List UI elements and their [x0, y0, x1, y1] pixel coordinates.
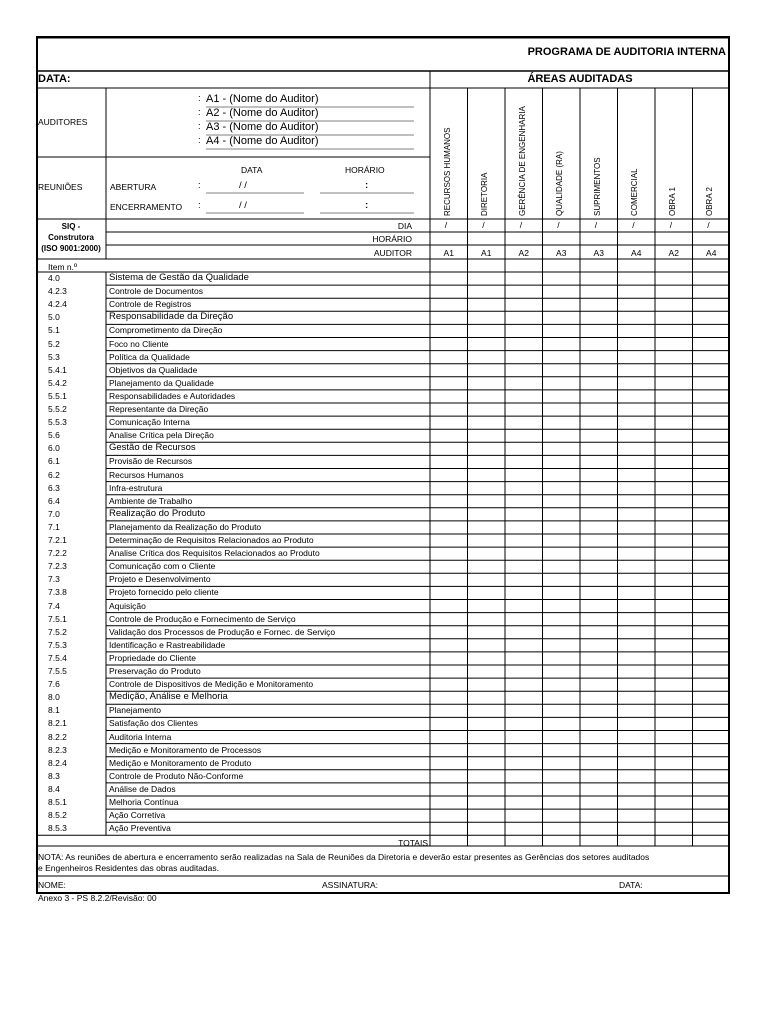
item-number: 8.4: [48, 783, 60, 794]
auditores-label: AUDITORES: [38, 117, 88, 127]
area-header-3: GERÊNCIA DE ENGENHARIA: [517, 106, 527, 216]
item-description: Objetivos da Qualidade: [109, 364, 198, 375]
item-number: 4.0: [48, 273, 60, 283]
auditor-code: A1: [481, 248, 492, 258]
areas-auditadas-header: ÁREAS AUDITADAS: [527, 73, 633, 85]
item-number: 7.3: [48, 574, 60, 585]
item-number-header: Item n.º: [48, 262, 78, 272]
item-number: 8.2.1: [48, 718, 67, 729]
nome-label: NOME:: [38, 880, 66, 890]
item-number: 5.4.2: [48, 377, 67, 388]
area-header-1: RECURSOS HUMANOS: [442, 127, 452, 216]
item-description: Representante da Direção: [109, 404, 209, 414]
dia-mark[interactable]: /: [557, 220, 560, 230]
auditor-code: A1: [443, 248, 454, 258]
section-title: Sistema de Gestão da Qualidade: [109, 272, 249, 283]
item-number: 7.2.2: [48, 548, 67, 559]
item-description: Analise Crítica pela Direção: [109, 430, 214, 441]
item-number: 5.6: [48, 430, 60, 441]
item-description: Foco no Cliente: [109, 338, 169, 349]
item-number: 5.5.1: [48, 390, 67, 401]
section-title: Realização do Produto: [109, 507, 206, 519]
item-description: Planejamento da Realização do Produto: [109, 521, 262, 532]
dia-mark[interactable]: /: [632, 220, 635, 230]
item-description: Política da Qualidade: [109, 351, 190, 362]
auditor-row-label: AUDITOR: [373, 248, 412, 258]
reunioes-label: REUNIÕES: [38, 182, 83, 192]
item-description: Ação Preventiva: [109, 823, 171, 834]
dia-mark[interactable]: /: [482, 220, 485, 230]
item-description: Controle de Produção e Fornecimento de Serviço: [109, 613, 296, 624]
horario-row-label: HORÁRIO: [372, 234, 412, 244]
item-description: Ação Corretiva: [109, 810, 166, 821]
item-description: Projeto e Desenvolvimento: [109, 574, 211, 585]
item-number: 7.5.2: [48, 626, 67, 637]
item-description: Recursos Humanos: [109, 469, 184, 480]
item-number: 7.5.4: [48, 652, 67, 663]
item-number: 7.2.3: [48, 561, 67, 572]
item-number: 5.4.1: [48, 364, 67, 375]
item-number: 8.2.4: [48, 757, 67, 768]
auditor-code: A3: [593, 248, 604, 258]
item-number: 4.2.4: [48, 299, 67, 310]
item-description: Satisfação dos Clientes: [109, 718, 198, 729]
auditor-name-2[interactable]: A2 - (Nome do Auditor): [206, 107, 319, 119]
area-header-7: OBRA 1: [667, 187, 677, 216]
item-number: 5.1: [48, 325, 60, 336]
auditor-colon: :: [198, 135, 201, 146]
siq-line-2: Construtora: [48, 233, 94, 242]
item-number: 7.4: [48, 600, 60, 611]
item-description: Preservação do Produto: [109, 666, 201, 676]
item-number: 8.2.3: [48, 744, 67, 755]
item-number: 7.6: [48, 679, 60, 690]
item-description: Melhoria Contínua: [109, 797, 179, 807]
item-description: Provisão de Recursos: [109, 456, 193, 467]
item-number: 4.2.3: [48, 286, 67, 297]
item-number: 7.5.5: [48, 666, 67, 676]
item-description: Medição e Monitoramento de Produto: [109, 757, 252, 768]
siq-line-1: SIQ -: [61, 222, 81, 231]
item-number: 8.5.1: [48, 797, 67, 807]
form-title: PROGRAMA DE AUDITORIA INTERNA: [527, 46, 726, 58]
item-number: 7.2.1: [48, 535, 67, 545]
section-title: Gestão de Recursos: [109, 442, 196, 454]
item-description: Comunicação Interna: [109, 417, 190, 428]
item-number: 8.5.2: [48, 810, 67, 821]
item-number: 5.0: [48, 312, 60, 323]
abertura-date-field[interactable]: / /: [239, 180, 247, 191]
item-number: 8.1: [48, 705, 60, 716]
abertura-colon: :: [198, 180, 201, 191]
nota-line-1: NOTA: As reuniões de abertura e encerramento serão realizadas na Sala de Reuniões da Diretoria e deverão estar presentes as Gerências dos setores auditados: [38, 852, 650, 862]
item-description: Infra-estrutura: [109, 482, 163, 493]
item-description: Ambiente de Trabalho: [109, 495, 193, 506]
data-footer-label: DATA:: [619, 880, 643, 890]
item-number: 6.1: [48, 456, 60, 467]
item-description: Responsabilidades e Autoridades: [109, 390, 236, 401]
auditor-code: A4: [706, 248, 717, 258]
item-number: 5.3: [48, 351, 60, 362]
dia-mark[interactable]: /: [707, 220, 710, 230]
data-label: DATA:: [38, 73, 71, 85]
item-description: Análise de Dados: [109, 783, 176, 794]
audit-program-form: [36, 36, 730, 896]
item-description: Comunicação com o Cliente: [109, 561, 216, 572]
item-number: 5.5.2: [48, 404, 67, 414]
dia-mark[interactable]: /: [594, 220, 598, 230]
encerramento-time-field[interactable]: :: [365, 200, 369, 211]
auditor-code: A4: [631, 248, 642, 258]
item-description: Planejamento: [109, 705, 161, 716]
auditor-colon: :: [198, 121, 201, 132]
item-description: Controle de Produto Não-Conforme: [109, 770, 244, 781]
item-description: Aquisição: [109, 600, 146, 611]
encerramento-date-field[interactable]: / /: [239, 200, 247, 211]
auditor-code: A2: [668, 248, 679, 258]
item-number: 7.0: [48, 508, 60, 519]
item-description: Planejamento da Qualidade: [109, 377, 214, 388]
item-number: 7.1: [48, 521, 60, 532]
item-description: Controle de Registros: [109, 299, 192, 310]
item-description: Controle de Documentos: [109, 286, 204, 297]
item-number: 5.2: [48, 338, 60, 349]
abertura-time-field[interactable]: :: [365, 180, 369, 191]
item-number: 6.3: [48, 482, 60, 493]
item-description: Controle de Dispositivos de Medição e Monitoramento: [109, 679, 314, 690]
item-number: 7.5.3: [48, 639, 67, 650]
item-number: 8.3: [48, 770, 60, 781]
area-header-8: OBRA 2: [705, 187, 715, 216]
auditor-colon: :: [198, 107, 201, 118]
footer-code: Anexo 3 - PS 8.2.2/Revisão: 00: [38, 893, 157, 903]
assinatura-label: ASSINATURA:: [322, 880, 379, 890]
item-description: Projeto fornecido pelo cliente: [109, 587, 219, 598]
dia-row-label: DIA: [397, 221, 412, 231]
abertura-label: ABERTURA: [110, 182, 157, 192]
item-description: Identificação e Rastreabilidade: [109, 639, 226, 650]
item-number: 5.5.3: [48, 417, 67, 428]
item-description: Validação dos Processos de Produção e Fornec. de Serviço: [109, 626, 336, 637]
item-number: 8.2.2: [48, 731, 67, 742]
area-header-4: QUALIDADE (RA): [555, 151, 565, 216]
item-description: Comprometimento da Direção: [109, 325, 223, 336]
item-number: 7.5.1: [48, 613, 67, 624]
item-number: 8.5.3: [48, 823, 67, 834]
auditor-code: A2: [518, 248, 529, 258]
reunioes-horario-col: HORÁRIO: [345, 165, 385, 175]
encerramento-colon: :: [198, 200, 201, 211]
siq-line-3: (ISO 9001:2000): [41, 244, 101, 253]
item-description: Determinação de Requisitos Relacionados ao Produto: [109, 535, 314, 545]
encerramento-label: ENCERRAMENTO: [110, 202, 183, 212]
area-header-6: COMERCIAL: [630, 168, 640, 216]
area-header-5: SUPRIMENTOS: [592, 157, 602, 216]
auditor-colon: :: [198, 93, 201, 104]
item-number: 7.3.8: [48, 587, 67, 598]
auditor-code: A3: [556, 248, 567, 258]
section-title: Medição, Análise e Melhoria: [109, 691, 228, 703]
dia-mark[interactable]: /: [669, 220, 673, 230]
section-title: Responsabilidade da Direção: [109, 311, 234, 323]
item-description: Analise Crítica dos Requisitos Relacionados ao Produto: [109, 548, 320, 559]
item-description: Auditoria Interna: [109, 731, 172, 742]
item-number: 8.0: [48, 692, 60, 703]
item-description: Medição e Monitoramento de Processos: [109, 744, 262, 755]
nota-line-2: e Engenheiros Residentes das obras auditadas.: [38, 863, 219, 873]
dia-mark[interactable]: /: [519, 220, 523, 230]
auditor-name-3[interactable]: A3 - (Nome do Auditor): [206, 121, 319, 133]
item-number: 6.4: [48, 495, 60, 506]
dia-mark[interactable]: /: [444, 220, 448, 230]
item-number: 6.0: [48, 443, 60, 454]
auditor-name-4[interactable]: A4 - (Nome do Auditor): [206, 135, 319, 147]
item-number: 6.2: [48, 469, 60, 480]
totais-label: TOTAIS: [398, 838, 428, 848]
auditor-name-1[interactable]: A1 - (Nome do Auditor): [206, 93, 319, 105]
item-description: Propriedade do Cliente: [109, 652, 196, 663]
reunioes-data-col: DATA: [241, 165, 263, 175]
area-header-2: DIRETORIA: [480, 172, 490, 216]
